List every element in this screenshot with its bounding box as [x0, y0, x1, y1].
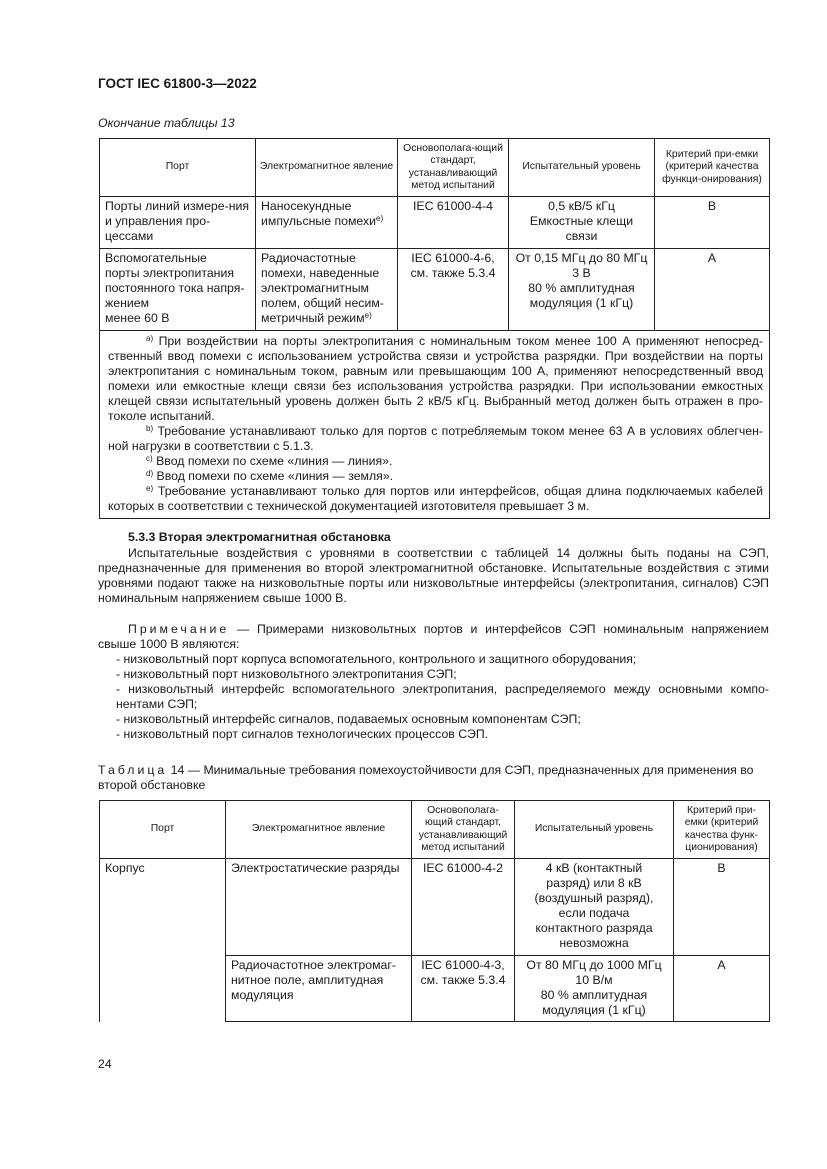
table-14: [99, 800, 770, 1022]
table-row: [100, 956, 770, 1022]
footnote-mark: d): [146, 469, 154, 478]
section-heading: 5.3.3 Вторая электромагнитная обстановка: [128, 530, 391, 544]
footnote-text: Ввод помехи по схеме «линия — линия».: [156, 454, 393, 468]
column-header: Электромагнитное явление: [226, 801, 412, 859]
caption-label: Таблица: [98, 763, 168, 777]
table-header-row: [100, 801, 770, 859]
footnote-e: [108, 484, 763, 514]
criterion-cell: B: [655, 197, 770, 249]
level-cell: [509, 197, 655, 249]
footnote-mark: e): [146, 484, 154, 493]
level-line: если подача: [558, 906, 630, 920]
level-line: 0,5 кВ/5 кГц: [548, 199, 615, 213]
footnote-text: Ввод помехи по схеме «линия — земля».: [156, 469, 394, 483]
level-line: модуляция (1 кГц): [542, 1003, 646, 1017]
level-line: От 0,15 МГц до 80 МГц: [515, 251, 648, 265]
port-line: постоянного тока напря-: [105, 281, 245, 295]
note-item: - низковольтный интерфейс вспомогательного электропитания, распределяемого между основными компо-нентами СЭП;: [116, 682, 769, 711]
level-cell: [509, 249, 655, 331]
level-line: связи: [565, 229, 598, 243]
caption-text: 14 — Минимальные требования помехоустойчивости для СЭП, предназначенных для применения во второй обстановке: [98, 763, 754, 792]
level-line: модуляция (1 кГц): [529, 296, 634, 310]
level-line: невозможна: [559, 936, 629, 950]
note-block: [98, 622, 769, 742]
port-line: менее 60 В: [105, 311, 170, 325]
port-cell: Корпус: [100, 859, 226, 956]
section-body: [98, 546, 769, 606]
table-14-caption: [98, 763, 769, 793]
footnote-mark: a): [146, 334, 154, 343]
note-text: — Примерами низковольтных портов и интерфейсов СЭП номинальным напряжением свыше 1000 В являются:: [98, 622, 769, 651]
table-row: [100, 249, 770, 331]
level-line: 4 кВ (контактный: [545, 861, 643, 875]
footnote-mark: c): [146, 454, 153, 463]
port-line: порты электропитания: [105, 266, 234, 280]
criterion-cell: B: [674, 859, 770, 956]
table-notes-row: [100, 331, 770, 519]
criterion-cell: A: [655, 249, 770, 331]
level-line: 3 В: [572, 266, 591, 280]
footnote-ref: e): [364, 311, 372, 320]
column-header: Порт: [100, 801, 226, 859]
port-cell-continued: [100, 956, 226, 1022]
column-header: Критерий при-емки (критерий качества функ-ционирования): [674, 801, 770, 859]
note-intro: [98, 622, 769, 652]
page-number: 24: [98, 1057, 112, 1071]
level-line: От 80 МГц до 1000 МГц: [526, 958, 662, 972]
column-header: Основополага-ющий стандарт, устанавливающий метод испытаний: [398, 139, 509, 197]
note-item: - низковольтный порт низковольтного электропитания СЭП;: [116, 667, 457, 681]
level-line: Емкостные клещи: [529, 214, 634, 228]
level-line: 80 % амплитудная: [528, 281, 635, 295]
standard-cell: IEC 61000-4-4: [398, 197, 509, 249]
port-cell: Порты линий измере-ния и управления про-цессами: [100, 197, 256, 249]
table-header-row: [100, 139, 770, 197]
port-line: жением: [105, 296, 150, 310]
phenomenon-cell: [256, 197, 398, 249]
footnote-a: [108, 334, 763, 424]
section-paragraph: Испытательные воздействия с уровнями в соответствии с таблицей 14 должны быть поданы на СЭП, предназначенные для применения во второй электромагнитной обстановке. Испытательные воздействия с этими уровнями подают также на низковольтные порты или низковольтные интерфейсы (электропитания, сигналов) СЭП номинальным напряжением свыше 1000 В.: [98, 546, 769, 605]
phenomenon-text: Радиочастотные помехи, наведенные электромагнитным полем, общий несим-метричный режим: [261, 251, 384, 325]
phenomenon-cell: [256, 249, 398, 331]
phenomenon-cell: Электростатические разряды: [226, 859, 412, 956]
table-13: [99, 138, 770, 519]
note-item: - низковольтный порт корпуса вспомогательного, контрольного и защитного оборудования;: [116, 652, 637, 666]
column-header: Порт: [100, 139, 256, 197]
standard-cell: IEC 61000-4-3, см. также 5.3.4: [412, 956, 515, 1022]
note-item: - низковольтный интерфейс сигналов, подаваемых основным компонентам СЭП;: [116, 712, 581, 726]
footnote-text: Требование устанавливают только для портов с потребляемым током менее 63 А в условиях облегчен-ной нагрузки в соответствии с 5.1.3.: [108, 424, 763, 453]
standard-cell: IEC 61000-4-2: [412, 859, 515, 956]
level-line: контактного разряда: [535, 921, 653, 935]
criterion-cell: A: [674, 956, 770, 1022]
document-header: ГОСТ IEC 61800-3—2022: [98, 76, 257, 91]
footnote-text: При воздействии на порты электропитания с номинальным током менее 100 А применяют непосред-ственный ввод помехи с использованием устройства связи и устройства разрядки. При воздействии на порты электропитания с номинальным током, равным или превышающим 100 А, применяют непосредственный ввод помехи или емкостные клещи связи без использования устройства разрядки. При использовании емкостных клещей связи испытательный уровень должен быть 2 кВ/5 кГц. Выбранный метод должен быть отражен в про-токоле испытаний.: [108, 334, 763, 423]
footnote-ref: e): [376, 214, 384, 223]
note-item: - низковольтный порт сигналов технологических процессов СЭП.: [116, 727, 489, 741]
footnote-b: [108, 424, 763, 454]
table-13-continuation-label: Окончание таблицы 13: [98, 116, 235, 130]
phenomenon-text: Наносекундные импульсные помехи: [261, 199, 377, 228]
level-line: 80 % амплитудная: [540, 988, 648, 1002]
footnote-text: Требование устанавливают только для портов или интерфейсов, общая длина подключаемых кабелей которых в соответствии с технической документацией изготовителя превышает 3 м.: [108, 484, 764, 513]
column-header: Основополага-ющий стандарт, устанавливающий метод испытаний: [412, 801, 515, 859]
footnote-c: [108, 454, 763, 469]
port-cell: [100, 249, 256, 331]
table-notes: [100, 331, 770, 519]
level-cell: [515, 859, 674, 956]
column-header: Критерий при-емки (критерий качества функци-онирования): [655, 139, 770, 197]
column-header: Испытательный уровень: [509, 139, 655, 197]
column-header: Электромагнитное явление: [256, 139, 398, 197]
footnote-d: [108, 469, 763, 484]
level-cell: [515, 956, 674, 1022]
standard-cell: IEC 61000-4-6, см. также 5.3.4: [398, 249, 509, 331]
table-row: [100, 197, 770, 249]
port-line: Вспомогательные: [105, 251, 207, 265]
level-line: разряд) или 8 кВ: [546, 876, 642, 890]
footnote-mark: b): [146, 424, 154, 433]
phenomenon-cell: Радиочастотное электромаг-нитное поле, амплитудная модуляция: [226, 956, 412, 1022]
level-line: 10 В/м: [575, 973, 613, 987]
table-row: [100, 859, 770, 956]
note-label: Примечание: [128, 622, 230, 636]
column-header: Испытательный уровень: [515, 801, 674, 859]
level-line: (воздушный разряд),: [534, 891, 654, 905]
